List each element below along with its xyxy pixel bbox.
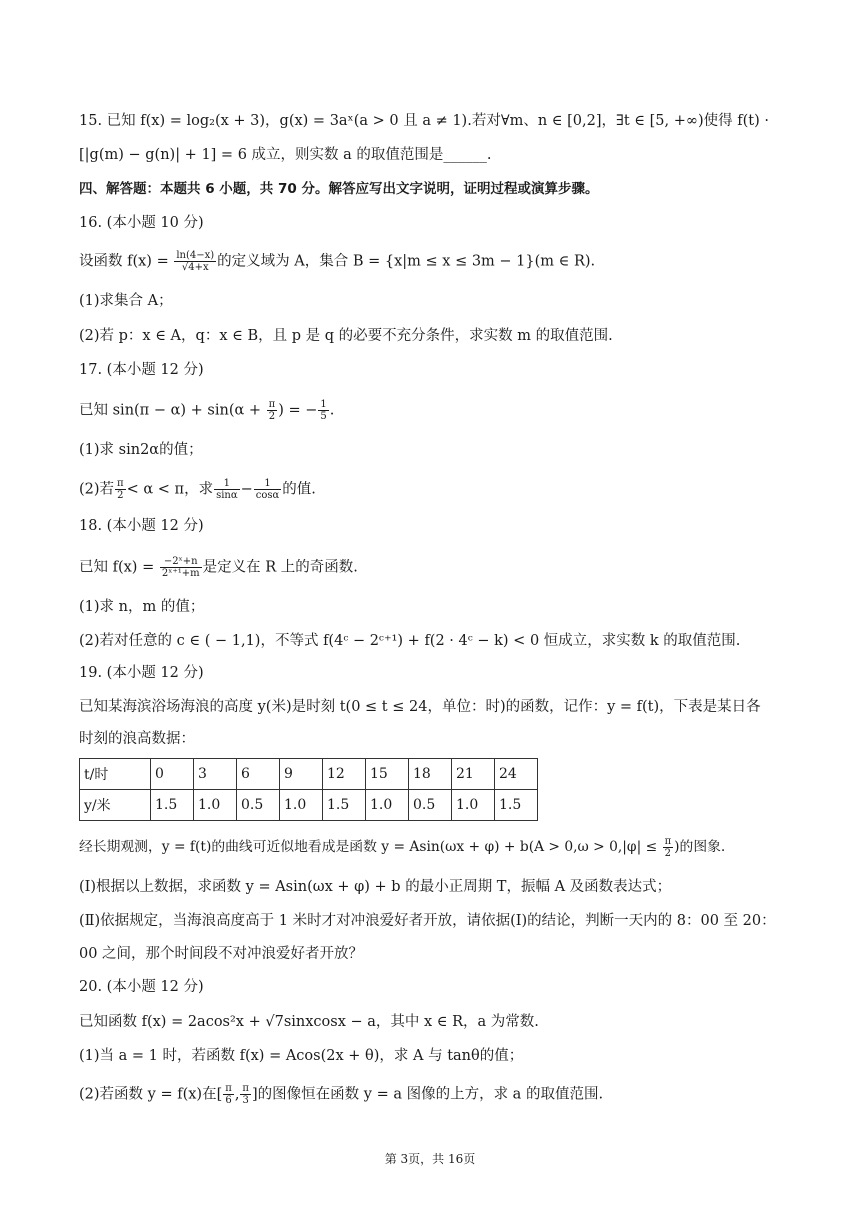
q19-observation bbox=[79, 836, 725, 859]
q17-p2-frac1-num: π bbox=[117, 478, 124, 489]
table-cell: 18 bbox=[409, 759, 452, 790]
q20-p2-fraction-1 bbox=[223, 1083, 234, 1106]
q17-fraction-2 bbox=[318, 399, 328, 422]
table-cell: 1.0 bbox=[452, 790, 495, 821]
q17-p2-start: (2)若 bbox=[79, 481, 115, 498]
q19-obs-frac-den: 2 bbox=[664, 848, 672, 859]
page-footer: 第 3页，共 16页 bbox=[384, 1152, 476, 1166]
q20-part1: (1)当 a = 1 时，若函数 f(x) = Acos(2x + θ)，求 A 与 tanθ的值； bbox=[79, 1048, 524, 1064]
q15-line1: 15. 已知 f(x) = log₂(x + 3)，g(x) = 3aˣ(a > 0 且 a ≠ 1).若对∀m、n ∈ [0,2]，∃t ∈ [5, +∞)使得 f(t) · bbox=[79, 113, 769, 129]
q18-stem bbox=[79, 556, 358, 579]
table-cell: 15 bbox=[366, 759, 409, 790]
q17-stem-mid: ) = − bbox=[278, 402, 318, 419]
q20-stem: 已知函数 f(x) = 2acos²x + √7sinxcosx − a，其中 x ∈ R，a 为常数. bbox=[79, 1014, 539, 1030]
q20-p2-fraction-2 bbox=[240, 1083, 251, 1106]
q18-frac-num: −2ˣ+n bbox=[160, 556, 202, 568]
q20-p2-start: (2)若函数 y = f(x)在[ bbox=[79, 1086, 223, 1103]
table-cell: 1.0 bbox=[280, 790, 323, 821]
q16-heading: 16. (本小题 10 分) bbox=[79, 215, 204, 231]
q17-heading: 17. (本小题 12 分) bbox=[79, 362, 204, 378]
q17-p2-fraction-1 bbox=[115, 478, 126, 501]
q19-obs-fraction bbox=[663, 836, 674, 859]
q20-p2-sep: , bbox=[234, 1086, 240, 1103]
q17-p2-frac3-den: cosα bbox=[255, 490, 280, 501]
q17-frac1-num: π bbox=[268, 399, 276, 410]
q20-p2-frac2-den: 3 bbox=[242, 1095, 249, 1106]
q18-fraction bbox=[160, 556, 202, 579]
q15-line2: [|g(m) − g(n)| + 1] = 6 成立，则实数 a 的取值范围是______. bbox=[79, 147, 492, 163]
q18-stem-end: 是定义在 R 上的奇函数. bbox=[202, 559, 358, 576]
q16-fraction bbox=[174, 250, 216, 273]
q17-p2-fraction-3 bbox=[254, 478, 282, 501]
q18-part1: (1)求 n，m 的值； bbox=[79, 599, 205, 615]
q17-p2-minus: − bbox=[240, 481, 253, 498]
q17-part1: (1)求 sin2α的值； bbox=[79, 442, 203, 458]
table-row bbox=[80, 759, 538, 790]
q18-heading: 18. (本小题 12 分) bbox=[79, 518, 204, 534]
table-cell: 12 bbox=[323, 759, 366, 790]
q16-frac-num: ln(4−x) bbox=[176, 250, 215, 261]
table-cell: 9 bbox=[280, 759, 323, 790]
q17-frac2-den: 5 bbox=[320, 411, 327, 422]
q19-heading: 19. (本小题 12 分) bbox=[79, 665, 204, 681]
q17-part2 bbox=[79, 478, 316, 501]
q18-frac-den: 2ˣ⁺¹+m bbox=[161, 568, 200, 579]
q19-part1: (Ⅰ)根据以上数据，求函数 y = Asin(ωx + φ) + b 的最小正周期 T，振幅 A 及函数表达式； bbox=[79, 879, 672, 895]
q17-frac2-num: 1 bbox=[320, 399, 327, 410]
q18-stem-start: 已知 f(x) = bbox=[79, 559, 155, 576]
q17-stem bbox=[79, 399, 334, 422]
table-row bbox=[80, 790, 538, 821]
q19-obs-frac-num: π bbox=[664, 836, 672, 847]
q17-p2-fraction-2 bbox=[214, 478, 240, 501]
table-cell: 1.5 bbox=[323, 790, 366, 821]
q20-heading: 20. (本小题 12 分) bbox=[79, 979, 204, 995]
q16-frac-den: √4+x bbox=[181, 262, 209, 273]
table-cell: 1.0 bbox=[194, 790, 237, 821]
q20-p2-end: ]的图像恒在函数 y = a 图像的上方，求 a 的取值范围. bbox=[252, 1086, 604, 1103]
q17-fraction-1 bbox=[267, 399, 278, 422]
table-cell: 1.5 bbox=[151, 790, 194, 821]
table-header-cell: t/时 bbox=[80, 759, 151, 790]
table-cell: 6 bbox=[237, 759, 280, 790]
wave-height-table bbox=[79, 758, 538, 821]
q17-p2-frac1-den: 2 bbox=[117, 490, 124, 501]
table-header-cell: y/米 bbox=[80, 790, 151, 821]
q19-part2-line1: (Ⅱ)依据规定，当海浪高度高于 1 米时才对冲浪爱好者开放，请依据(Ⅰ)的结论，判断一天内的 8：00 至 20： bbox=[79, 913, 776, 929]
table-cell: 21 bbox=[452, 759, 495, 790]
q16-part1: (1)求集合 A； bbox=[79, 293, 173, 309]
q19-stem-line1: 已知某海滨浴场海浪的高度 y(米)是时刻 t(0 ≤ t ≤ 24，单位：时)的函数，记作：y = f(t)，下表是某日各 bbox=[79, 699, 761, 715]
table-cell: 24 bbox=[495, 759, 538, 790]
q18-part2: (2)若对任意的 c ∈ ( − 1,1)，不等式 f(4ᶜ − 2ᶜ⁺¹) + f(2 · 4ᶜ − k) < 0 恒成立，求实数 k 的取值范围. bbox=[79, 633, 741, 649]
table-cell: 3 bbox=[194, 759, 237, 790]
table-cell: 0.5 bbox=[237, 790, 280, 821]
q16-part2: (2)若 p：x ∈ A，q：x ∈ B，且 p 是 q 的必要不充分条件，求实数 m 的取值范围. bbox=[79, 328, 613, 344]
q17-p2-frac2-den: sinα bbox=[216, 490, 238, 501]
q17-p2-mid: < α < π，求 bbox=[126, 481, 214, 498]
table-cell: 0 bbox=[151, 759, 194, 790]
q16-stem-start: 设函数 f(x) = bbox=[79, 253, 169, 270]
q19-obs-start: 经长期观测，y = f(t)的曲线可近似地看成是函数 y = Asin(ωx + φ) + b(A > 0,ω > 0,|φ| ≤ bbox=[79, 839, 658, 855]
table-cell: 1.0 bbox=[366, 790, 409, 821]
q20-p2-frac1-den: 6 bbox=[225, 1095, 232, 1106]
q17-p2-end: 的值. bbox=[282, 481, 316, 498]
q17-frac1-den: 2 bbox=[268, 411, 276, 422]
q19-part2-line2: 00 之间，那个时间段不对冲浪爱好者开放？ bbox=[79, 946, 364, 962]
q17-stem-end: . bbox=[329, 402, 335, 419]
q20-part2 bbox=[79, 1083, 603, 1106]
q16-stem-end: 的定义域为 A，集合 B = {x|m ≤ x ≤ 3m − 1}(m ∈ R). bbox=[217, 253, 596, 270]
q16-stem bbox=[79, 250, 595, 273]
table-cell: 0.5 bbox=[409, 790, 452, 821]
q19-stem-line2: 时刻的浪高数据： bbox=[79, 731, 195, 747]
q20-p2-frac2-num: π bbox=[242, 1083, 249, 1094]
q20-p2-frac1-num: π bbox=[225, 1083, 232, 1094]
q19-obs-end: )的图象. bbox=[674, 839, 726, 855]
q17-p2-frac2-num: 1 bbox=[214, 478, 240, 490]
section-heading: 四、解答题：本题共 6 小题，共 70 分。解答应写出文字说明，证明过程或演算步骤。 bbox=[79, 181, 599, 197]
q17-stem-start: 已知 sin(π − α) + sin(α + bbox=[79, 402, 262, 419]
q17-p2-frac3-num: 1 bbox=[254, 478, 282, 490]
table-cell: 1.5 bbox=[495, 790, 538, 821]
